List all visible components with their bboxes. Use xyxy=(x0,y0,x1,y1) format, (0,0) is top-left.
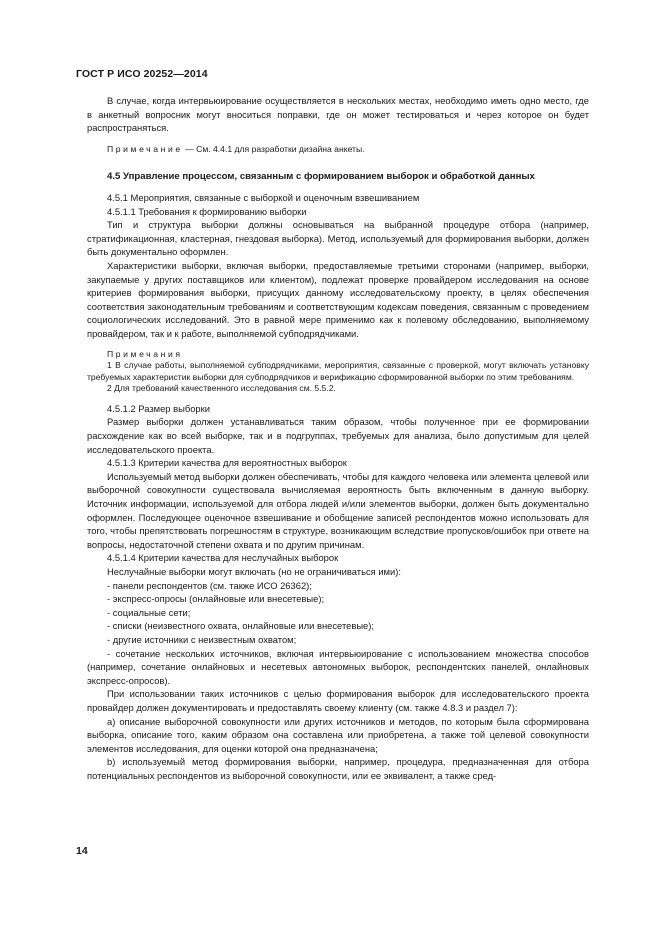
paragraph-sample-characteristics: Характеристики выборки, включая выборки, предоставляемые третьими сторонами (например, выборки, закупаемые у других поставщиков или клиентом), подлежат проверке провайдером исследования на основе критериев формирования выборки, присущих данному исследовательскому проекту, в целях обеспечения соответствия законодательным требованиям и соответствующим кодексам поведения, связанным с проведением социологических исследований. Это в равной мере применимо как к полевому обследованию, выполняемому провайдером, так и к работе, выполняемой субподрядчиками. xyxy=(87,259,589,339)
subsection-4-5-1-3: 4.5.1.3 Критерии качества для вероятностных выборок xyxy=(107,457,347,469)
section-heading-4-5: 4.5 Управление процессом, связанным с формированием выборок и обработкой данных xyxy=(107,171,535,183)
paragraph-nonprobability-intro: Неслучайные выборки могут включать (но не ограничиваться ими): xyxy=(107,566,401,577)
note-text: — См. 4.4.1 для разработки дизайна анкеты. xyxy=(182,143,365,154)
list-item: - социальные сети; xyxy=(107,606,191,618)
note-2: 2 Для требований качественного исследования см. 5.5.2. xyxy=(107,383,336,394)
notes-label: Примечания xyxy=(107,348,183,359)
list-item-a: a) описание выборочной совокупности или других источников и методов, по которым была сформирована выборка, описание того, каким образом она составлена или приобретена, а также той целевой совокупности элементов исследования, для оценки которой она предназначена; xyxy=(87,715,589,754)
paragraph-intro: В случае, когда интервьюирование осуществляется в нескольких местах, необходимо иметь одно место, где в анкетный вопросник могут вноситься поправки, где он может тестироваться и через которое он будет распространяться. xyxy=(87,95,589,134)
subsection-4-5-1: 4.5.1 Мероприятия, связанные с выборкой и оценочным взвешиванием xyxy=(107,191,420,203)
subsection-4-5-1-2: 4.5.1.2 Размер выборки xyxy=(107,402,210,414)
paragraph-sample-type: Тип и структура выборки должны основываться на выбранной процедуре отбора (например, стратификационная, кластерная, гнездовая выборка). Метод, используемый для формирования выборки, должен быть документально оформлен. xyxy=(87,219,589,258)
notes-block xyxy=(87,349,589,395)
list-item: - другие источники с неизвестным охватом; xyxy=(107,633,297,645)
list-item: - панели респондентов (см. также ИСО 26362); xyxy=(107,579,312,591)
document-header: ГОСТ Р ИСО 20252—2014 xyxy=(76,68,208,80)
page-number: 14 xyxy=(76,845,88,857)
page-body xyxy=(87,94,589,783)
list-item: - сочетание нескольких источников, включая интервьюирование с использованием множества способов (например, сочетание онлайновых и несетевых автономных выборок, респондентских панелей, онлайновых экспресс-опросов). xyxy=(87,647,589,686)
list-item-b: b) используемый метод формирования выборки, например, процедура, предназначенная для отбора потенциальных респондентов из выборочной совокупности, или ее эквивалент, а также сред- xyxy=(87,756,589,781)
paragraph-probability-samples: Используемый метод выборки должен обеспечивать, чтобы для каждого человека или элемента целевой или выборочной совокупности существовала вычисляемая вероятность быть включенным в данную выборку. Источник информации, используемой для отбора людей и/или элементов выборки, должен быть документально оформлен. Последующее оценочное взвешивание и обобщение записей респондентов можно использовать для того, чтобы препятствовать погрешностям в структуре, возникающим вследствие пропусков/ошибок при ответе на вопросы, недостаточной степени охвата и по другим причинам. xyxy=(87,470,589,550)
note-label: Примечание xyxy=(107,143,183,154)
list-item: - списки (неизвестного охвата, онлайновые или внесетевые); xyxy=(107,620,375,632)
paragraph-documentation: При использовании таких источников с целью формирования выборок для исследовательского проекта провайдер должен документировать и предоставлять своему клиенту (см. также 4.8.3 и раздел 7): xyxy=(87,688,589,713)
paragraph-sample-size: Размер выборки должен устанавливаться таким образом, чтобы полученное при ее формировании расхождение как во всей выборке, так и в подгруппах, требуемых для анализа, было допустимым для целей исследовательского проекта. xyxy=(87,416,589,455)
list-item: - экспресс-опросы (онлайновые или внесетевые); xyxy=(107,593,325,605)
subsection-4-5-1-1: 4.5.1.1 Требования к формированию выборки xyxy=(107,205,307,217)
note-line xyxy=(87,144,589,156)
note-1: 1 В случае работы, выполняемой субподрядчиками, мероприятия, связанные с проверкой, могут включать установку требуемых характеристик выборки для субподрядчиков и верификацию сформированной выборки по этим требованиям. xyxy=(87,360,589,382)
subsection-4-5-1-4: 4.5.1.4 Критерии качества для неслучайных выборок xyxy=(107,552,339,564)
